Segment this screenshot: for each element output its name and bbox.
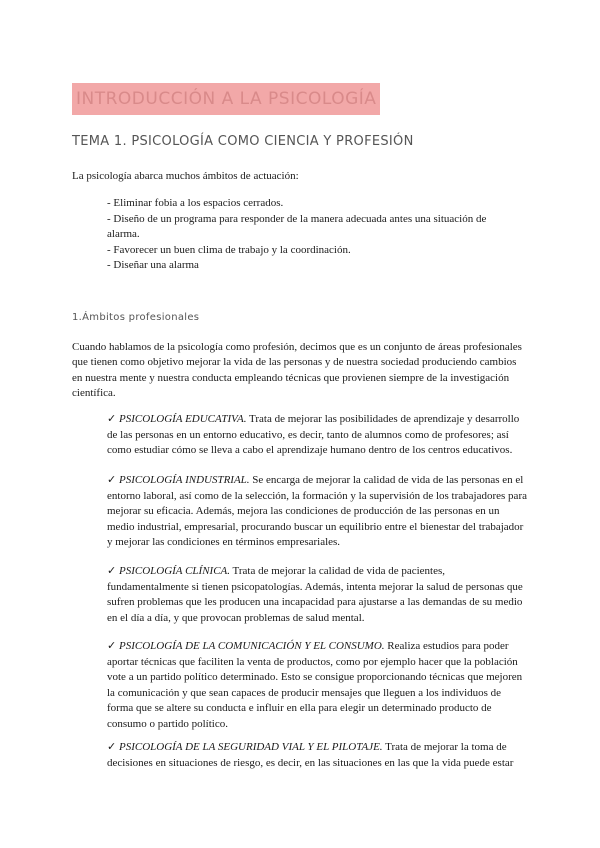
section-heading: 1.Ámbitos profesionales: [72, 312, 200, 323]
area-description: Trata de mejorar las posibilidades de aprendizaje y desarrollo de las personas en un entorno educativo, es decir, tanto de alumnos como de profesores; así como estudiar cómo se lleva a cabo el aprendizaje humano dentro de los centros educativos.: [107, 413, 520, 456]
area-name: PSICOLOGÍA EDUCATIVA.: [118, 413, 247, 425]
document-title: INTRODUCCIÓN A LA PSICOLOGÍA: [76, 89, 377, 109]
area-description: Trata de mejorar la calidad de vida de pacientes, fundamentalmente si tienen psicopatologías. Además, intenta mejorar la salud de personas que sufren problemas que les producen una incapacidad para ajustarse a las demandas de su medio en el día a día, y que provocan problemas de salud mental.: [107, 565, 523, 624]
area-name: PSICOLOGÍA DE LA COMUNICACIÓN Y EL CONSUMO.: [118, 640, 385, 652]
checkmark-icon: ✓: [107, 639, 117, 652]
area-description: Realiza estudios para poder aportar técnicas que faciliten la venta de productos, como por ejemplo hacer que la población vote a un partido político determinado. Esto se consigue proporcionando técnicas que mejoren la comunicación y que sean capaces de producir mensajes que lleguen a los individuos de forma que se altere su conducta e influir en ella para elegir un determinado producto de consumo o partido político.: [107, 640, 523, 730]
area-description: Se encarga de mejorar la calidad de vida de las personas en el entorno laboral, así como de la selección, la formación y la supervisión de los trabajadores para mejorar su eficacia. Además, mejora las condiciones de producción de las personas en un medio industrial, empresarial, procurando buscar un equilibrio entre el bienestar del trabajador y mejorar las condiciones en términos empresariales.: [107, 474, 527, 548]
title-highlight: [72, 83, 380, 115]
checkmark-icon: ✓: [107, 473, 117, 486]
area-entry-clinica: [107, 563, 527, 626]
area-entry-industrial: [107, 472, 527, 551]
example-list: [107, 196, 502, 274]
checkmark-icon: ✓: [107, 564, 117, 577]
area-description: Trata de mejorar la toma de decisiones en situaciones de riesgo, es decir, en las situaciones en las que la vida puede estar: [107, 741, 514, 769]
list-item: - Diseñar una alarma: [107, 259, 199, 271]
checkmark-icon: ✓: [107, 412, 117, 425]
area-entry-educativa: [107, 411, 527, 459]
document-subtitle: TEMA 1. PSICOLOGÍA COMO CIENCIA Y PROFESIÓN: [72, 134, 414, 149]
area-name: PSICOLOGÍA INDUSTRIAL.: [118, 474, 250, 486]
list-item: - Eliminar fobia a los espacios cerrados.: [107, 197, 284, 209]
list-item: - Diseño de un programa para responder de la manera adecuada antes una situación de alarma.: [107, 212, 487, 240]
intro-paragraph: La psicología abarca muchos ámbitos de actuación:: [72, 170, 299, 182]
list-item: - Favorecer un buen clima de trabajo y la coordinación.: [107, 243, 351, 256]
checkmark-icon: ✓: [107, 740, 117, 753]
area-entry-seguridad-vial: [107, 739, 527, 771]
section-intro-paragraph: Cuando hablamos de la psicología como profesión, decimos que es un conjunto de áreas profesionales que tienen como objetivo mejorar la vida de las personas y de nuestra sociedad produciendo cambios en nuestra mente y nuestra conducta empleando técnicas que provienen siempre de la investigación científica.: [72, 341, 522, 399]
area-entry-comunicacion: [107, 638, 527, 732]
area-name: PSICOLOGÍA CLÍNICA.: [118, 565, 230, 577]
area-name: PSICOLOGÍA DE LA SEGURIDAD VIAL Y EL PILOTAJE.: [118, 741, 383, 753]
